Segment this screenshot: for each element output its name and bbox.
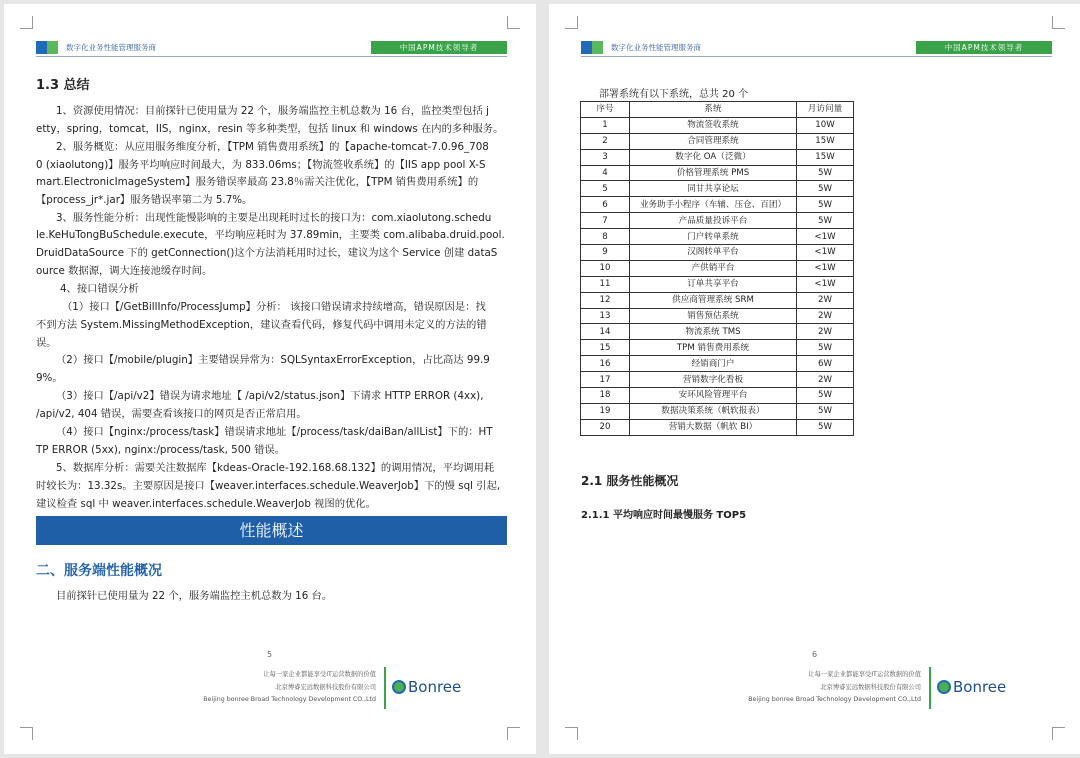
table-header-row	[581, 102, 854, 118]
header-left-text: 数字化业务性能管理服务商	[611, 43, 701, 52]
table-row	[581, 213, 854, 229]
cell-system: 销售预估系统	[630, 308, 797, 324]
paragraph-line: etty，spring，tomcat，IIS，nginx，resin 等多种类型，包括 linux 和 windows 在内的多种服务。	[36, 123, 504, 135]
header-right-badge: 中国APM技术领导者	[916, 41, 1052, 54]
body-paragraph: 目前探针已使用量为 22 个，服务端监控主机总数为 16 台。	[56, 590, 333, 602]
cell-index: 3	[581, 149, 630, 165]
logo-wordmark: Bonree	[408, 678, 462, 696]
cell-monthly-visits: 2W	[797, 308, 854, 324]
crop-mark	[20, 727, 33, 740]
cell-monthly-visits: <1W	[797, 260, 854, 276]
systems-table	[580, 101, 854, 436]
cell-monthly-visits: 2W	[797, 292, 854, 308]
paragraph-line: 误。	[36, 337, 57, 349]
table-row	[581, 165, 854, 181]
cell-monthly-visits: <1W	[797, 276, 854, 292]
footer-divider	[929, 667, 931, 709]
footer-slogan: 让每一家企业都能享受IT运营数据的价值	[808, 671, 921, 678]
cell-system: 价格管理系统 PMS	[630, 165, 797, 181]
cell-index: 2	[581, 133, 630, 149]
cell-index: 5	[581, 181, 630, 197]
header-right-badge: 中国APM技术领导者	[371, 41, 507, 54]
paragraph-line: 建议检查 sql 中 weaver.interfaces.schedule.WeaverJob 视图的优化。	[36, 498, 376, 510]
chapter-heading: 二、服务端性能概况	[36, 563, 162, 579]
table-row	[581, 308, 854, 324]
table-row	[581, 356, 854, 372]
page-header	[36, 41, 507, 55]
paragraph-line: 不到方法 System.MissingMethodException，建议查看代码，修复代码中调用未定义的方法的错	[36, 319, 487, 331]
paragraph-line: DruidDataSource 下的 getConnection()这个方法消耗用时过长，建议为这个 Service 创建 dataS	[36, 247, 498, 259]
subsection-heading: 2.1.1 平均响应时间最慢服务 TOP5	[581, 510, 747, 521]
paragraph-line: 0 (xiaolutong)】服务平均响应时间最大，为 833.06ms；【物流签收系统】的【IIS app pool X-S	[36, 159, 486, 171]
crop-mark	[507, 727, 520, 740]
cell-monthly-visits: 2W	[797, 372, 854, 388]
paragraph-line: （2）接口【/mobile/plugin】主要错误异常为：SQLSyntaxErrorException，占比高达 99.9	[56, 354, 490, 366]
cell-system: TPM 销售费用系统	[630, 340, 797, 356]
page-number: 6	[812, 650, 818, 659]
document-page-5	[4, 4, 536, 754]
logo-mark-icon	[392, 680, 406, 694]
section-band-title: 性能概述	[36, 516, 507, 545]
page-number: 5	[267, 650, 273, 659]
cell-monthly-visits: 5W	[797, 197, 854, 213]
bonree-logo	[937, 678, 1027, 700]
cell-index: 7	[581, 213, 630, 229]
footer-company-cn: 北京博睿宏远数据科技股份有限公司	[275, 683, 376, 691]
footer-text	[748, 669, 921, 707]
header-rule	[581, 56, 1052, 57]
table-row	[581, 133, 854, 149]
table-row	[581, 117, 854, 133]
cell-monthly-visits: 10W	[797, 117, 854, 133]
cell-monthly-visits: 5W	[797, 165, 854, 181]
page-header	[581, 41, 1052, 55]
section-heading: 2.1 服务性能概况	[581, 474, 679, 488]
cell-system: 汉阁转单平台	[630, 245, 797, 261]
cell-index: 16	[581, 356, 630, 372]
cell-system: 产供销平台	[630, 260, 797, 276]
cell-monthly-visits: 5W	[797, 388, 854, 404]
cell-monthly-visits: 5W	[797, 340, 854, 356]
footer-company-en: Beijing bonree Broad Technology Development CO.,Ltd	[748, 696, 921, 703]
header-color-bar	[36, 41, 58, 54]
table-row	[581, 372, 854, 388]
header-color-bar	[581, 41, 603, 54]
table-row	[581, 324, 854, 340]
paragraph-line: 4、接口错误分析	[60, 283, 139, 295]
cell-system: 订单共享平台	[630, 276, 797, 292]
cell-monthly-visits: <1W	[797, 229, 854, 245]
col-header-index: 序号	[581, 102, 630, 118]
cell-monthly-visits: 5W	[797, 213, 854, 229]
cell-system: 合同管理系统	[630, 133, 797, 149]
cell-monthly-visits: 5W	[797, 181, 854, 197]
paragraph-line: 1、资源使用情况：目前探针已使用量为 22 个，服务端监控主机总数为 16 台，监控类型包括 j	[56, 105, 489, 117]
cell-index: 18	[581, 388, 630, 404]
cell-system: 物流系统 TMS	[630, 324, 797, 340]
cell-monthly-visits: 15W	[797, 149, 854, 165]
cell-system: 安环风险管理平台	[630, 388, 797, 404]
footer-slogan: 让每一家企业都能享受IT运营数据的价值	[263, 671, 376, 678]
paragraph-line: 5、数据库分析：需要关注数据库【kdeas-Oracle-192.168.68.132】的调用情况，平均调用耗	[56, 462, 495, 474]
table-row	[581, 276, 854, 292]
cell-index: 10	[581, 260, 630, 276]
cell-index: 14	[581, 324, 630, 340]
table-row	[581, 197, 854, 213]
cell-system: 经销商门户	[630, 356, 797, 372]
paragraph-line: 【process_jr*.jar】服务错误率第二为 5.7%。	[36, 194, 253, 206]
footer-company-cn: 北京博睿宏远数据科技股份有限公司	[820, 683, 921, 691]
crop-mark	[507, 16, 520, 29]
table-row	[581, 419, 854, 435]
header-rule	[36, 56, 507, 57]
paragraph-line: （1）接口【/GetBillInfo/ProcessJump】分析： 该接口错误请求持续增高，错误原因是：找	[62, 301, 486, 313]
paragraph-line: TP ERROR (5xx), nginx:/process/task, 500 错误。	[36, 444, 285, 456]
cell-index: 6	[581, 197, 630, 213]
crop-mark	[565, 16, 578, 29]
cell-system: 营销数字化看板	[630, 372, 797, 388]
cell-index: 8	[581, 229, 630, 245]
cell-index: 1	[581, 117, 630, 133]
page-footer	[190, 667, 490, 709]
cell-monthly-visits: 6W	[797, 356, 854, 372]
cell-index: 20	[581, 419, 630, 435]
logo-wordmark: Bonree	[953, 678, 1007, 696]
crop-mark	[1052, 16, 1065, 29]
cell-monthly-visits: 2W	[797, 324, 854, 340]
paragraph-line: 时较长为：13.32s。主要原因是接口【weaver.interfaces.schedule.WeaverJob】下的慢 sql 引起,	[36, 480, 501, 492]
paragraph-line: ource 数据源，调大连接池缓存时间。	[36, 265, 213, 277]
col-header-system: 系统	[630, 102, 797, 118]
footer-text	[203, 669, 376, 707]
col-header-monthly-visits: 月访问量	[797, 102, 854, 118]
cell-system: 业务助手小程序（车辅、压仓、百团）	[630, 197, 797, 213]
cell-monthly-visits: 5W	[797, 419, 854, 435]
crop-mark	[20, 16, 33, 29]
table-row	[581, 403, 854, 419]
cell-system: 数字化 OA（泛微）	[630, 149, 797, 165]
section-title: 1.3 总结	[36, 78, 90, 93]
cell-system: 同甘共享论坛	[630, 181, 797, 197]
cell-system: 营销大数据（帆软 BI）	[630, 419, 797, 435]
cell-index: 19	[581, 403, 630, 419]
table-row	[581, 340, 854, 356]
cell-index: 9	[581, 245, 630, 261]
table-row	[581, 388, 854, 404]
cell-index: 17	[581, 372, 630, 388]
cell-index: 12	[581, 292, 630, 308]
page-footer	[735, 667, 1035, 709]
cell-monthly-visits: 15W	[797, 133, 854, 149]
cell-system: 门户转单系统	[630, 229, 797, 245]
footer-divider	[384, 667, 386, 709]
cell-index: 15	[581, 340, 630, 356]
crop-mark	[1052, 727, 1065, 740]
crop-mark	[565, 727, 578, 740]
cell-system: 数据决策系统（帆软报表）	[630, 403, 797, 419]
table-row	[581, 245, 854, 261]
cell-index: 11	[581, 276, 630, 292]
cell-system: 供应商管理系统 SRM	[630, 292, 797, 308]
paragraph-line: （4）接口【nginx:/process/task】错误请求地址【/process/task/daiBan/allList】下的：HT	[56, 426, 493, 438]
paragraph-line: 9%。	[36, 372, 63, 384]
table-row	[581, 292, 854, 308]
logo-mark-icon	[937, 680, 951, 694]
cell-system: 物流签收系统	[630, 117, 797, 133]
cell-index: 13	[581, 308, 630, 324]
paragraph-line: mart.ElectronicImageSystem】服务错误率最高 23.8％需关注优化，【TPM 销售费用系统】的	[36, 176, 479, 188]
paragraph-line: （3）接口【/api/v2】错误为请求地址【 /api/v2/status.json】下请求 HTTP ERROR (4xx),	[56, 390, 484, 402]
table-caption: 部署系统有以下系统，总共 20 个	[599, 89, 749, 100]
bonree-logo	[392, 678, 482, 700]
cell-system: 产品质量投诉平台	[630, 213, 797, 229]
table-row	[581, 181, 854, 197]
paragraph-line: /api/v2, 404 错误，需要查看该接口的网页是否正常启用。	[36, 408, 307, 420]
table-row	[581, 149, 854, 165]
cell-index: 4	[581, 165, 630, 181]
paragraph-line: 3、服务性能分析：出现性能慢影响的主要是出现耗时过长的接口为：com.xiaolutong.schedu	[56, 212, 492, 224]
table-row	[581, 229, 854, 245]
document-page-6	[549, 4, 1080, 754]
header-left-text: 数字化业务性能管理服务商	[66, 43, 156, 52]
paragraph-line: le.KeHuTongBuSchedule.execute，平均响应耗时为 37.89min，主要类 com.alibaba.druid.pool.	[36, 229, 505, 241]
cell-monthly-visits: 5W	[797, 403, 854, 419]
table-row	[581, 260, 854, 276]
cell-monthly-visits: <1W	[797, 245, 854, 261]
paragraph-line: 2、服务概览：从应用服务维度分析，【TPM 销售费用系统】的【apache-tomcat-7.0.96_708	[56, 141, 489, 153]
footer-company-en: Beijing bonree Broad Technology Development CO.,Ltd	[203, 696, 376, 703]
